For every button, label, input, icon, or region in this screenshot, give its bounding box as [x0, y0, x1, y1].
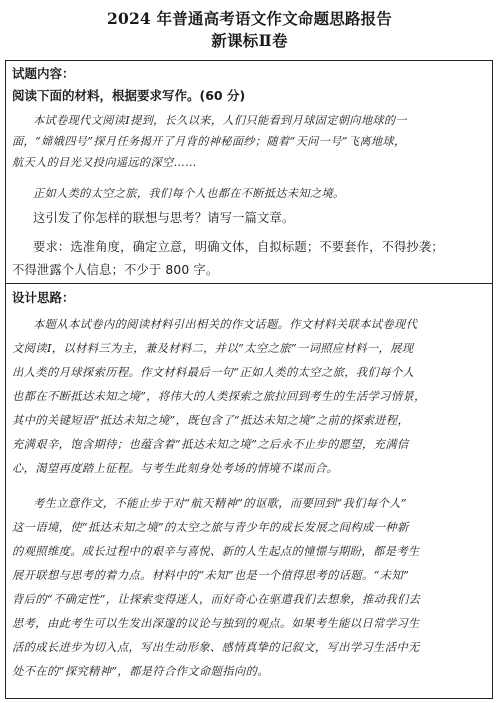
design-heading: 设计思路：: [12, 290, 75, 305]
design-paragraph-line: 考生立意作文，不能止步于对“航天精神”的讴歌，而要回到“我们每个人”: [33, 497, 407, 510]
question-box: [5, 60, 493, 284]
material-line: 航天人的目光又投向遥远的深空……: [12, 156, 197, 169]
material-line: 正如人类的太空之旅，我们每个人也都在不断抵达未知之境。: [33, 187, 345, 200]
design-paragraph-line: 心，渴望再度踏上征程。与考生此刻身处考场的情境不谋而合。: [12, 462, 339, 475]
design-paragraph-line: 出人类的月球探索历程。作文材料最后一句“正如人类的太空之旅，我们每个人: [12, 366, 415, 379]
design-paragraph-line: 的观照维度。成长过程中的艰辛与喜悦、新的人生起点的憧憬与期盼，都是考生: [12, 545, 420, 558]
page-subtitle: 新课标Ⅱ卷: [211, 31, 288, 50]
material-line: 面，“嫦娥四号”探月任务揭开了月背的神秘面纱；随着“天问一号”飞离地球，: [12, 135, 406, 148]
design-paragraph-line: 思考，由此考生可以生发出深邃的议论与独到的观点。如果考生能以日常学习生: [12, 617, 420, 630]
design-paragraph-line: 背后的“不确定性”，让探索变得迷人，而好奇心在驱遣我们去想象，推动我们去: [12, 593, 421, 606]
design-paragraph-line: 活的成长进步为切入点，写出生动形象、感情真挚的记叙文，写出学习生活中无: [12, 641, 420, 654]
page-title: 2024 年普通高考语文作文命题思路报告: [106, 9, 393, 28]
design-paragraph-line: 文阅读Ⅰ，以材料三为主，兼及材料二，并以“太空之旅”一词照应材料一，展现: [12, 342, 414, 355]
design-paragraph-line: 其中的关键短语“抵达未知之境”，既包含了“抵达未知之境”之前的探索进程，: [12, 414, 410, 427]
requirement-line: 不得泄露个人信息；不少于 800 字。: [12, 263, 219, 277]
design-paragraph-line: 处不在的“探究精神”，都是符合作文命题指向的。: [12, 665, 269, 678]
design-paragraph-line: 展开联想与思考的着力点。材料中的“未知”也是一个值得思考的话题。“未知”: [12, 569, 410, 582]
material-line: 本试卷现代文阅读Ⅰ提到，长久以来，人们只能看到月球固定朝向地球的一: [33, 114, 407, 127]
requirement-line: 要求：选准角度，确定立意，明确文体，自拟标题；不要套作，不得抄袭；: [33, 240, 444, 254]
design-paragraph-line: 本题从本试卷内的阅读材料引出相关的作文话题。作文材料关联本试卷现代: [33, 318, 418, 331]
design-box: [5, 284, 493, 699]
question-line: 这引发了你怎样的联想与思考？请写一篇文章。: [33, 211, 295, 225]
design-paragraph-line: 这一语境，使“抵达未知之境”的太空之旅与青少年的成长发展之间构成一种新: [12, 521, 409, 534]
design-paragraph-line: 也都在不断抵达未知之境”，将伟大的人类探索之旅拉回到考生的生活学习情景，: [12, 390, 426, 403]
question-heading: 试题内容：: [12, 66, 75, 81]
question-prompt: 阅读下面的材料，根据要求写作。(60 分): [12, 88, 246, 103]
design-paragraph-line: 充满艰辛，饱含期待；也蕴含着“抵达未知之境”之后永不止步的愿望，充满信: [12, 438, 409, 451]
